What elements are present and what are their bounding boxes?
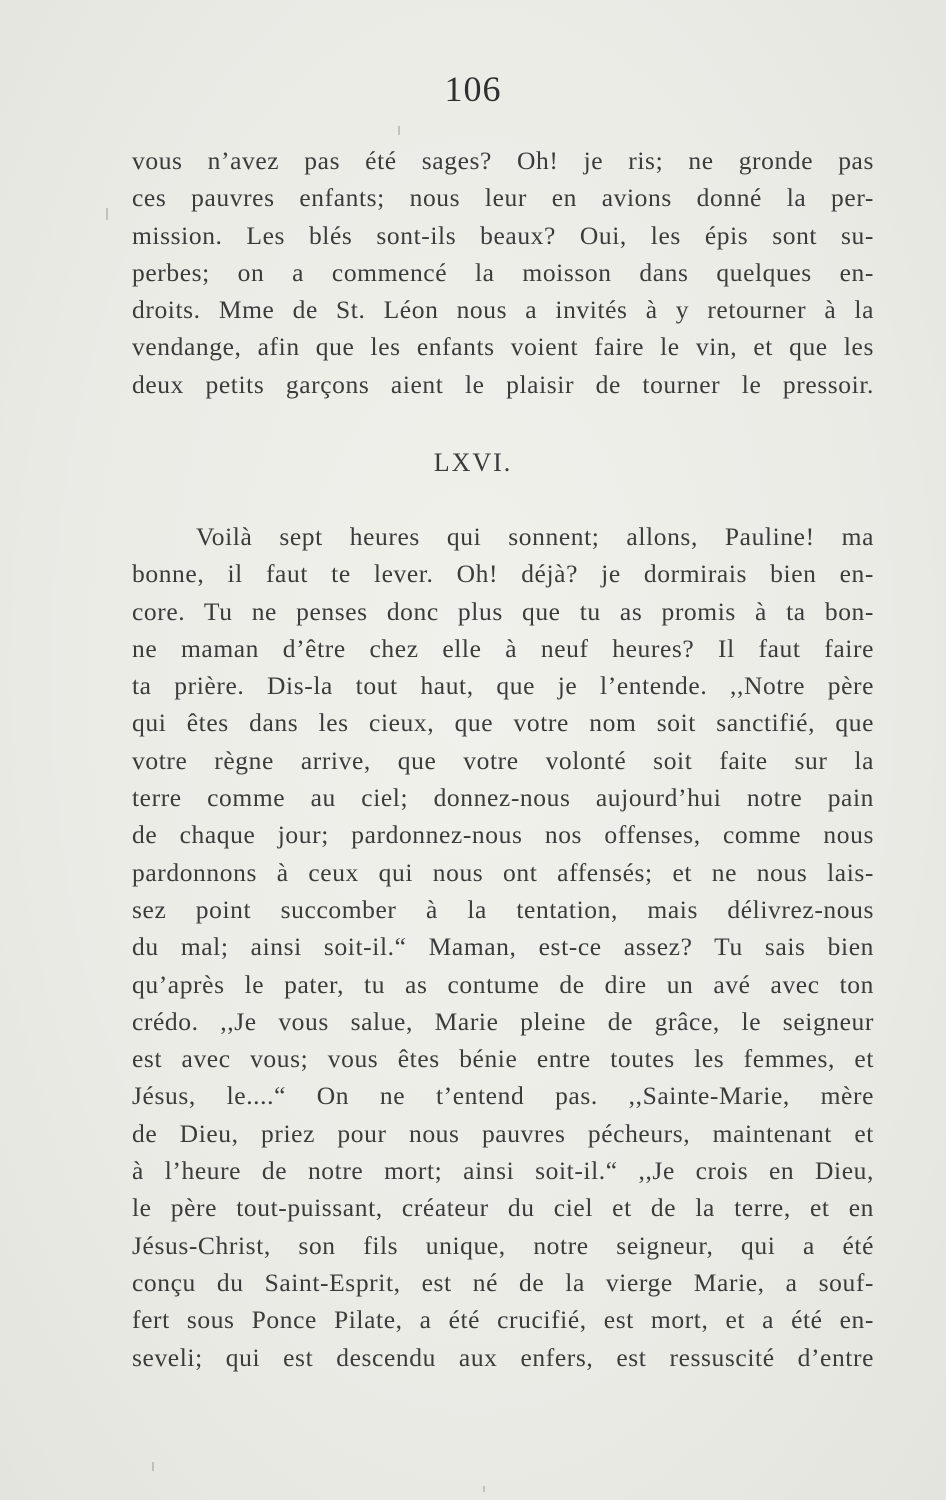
text-line: Jésus, le....“ On ne t’entend pas. ,,Sainte-Marie, mère bbox=[132, 1081, 874, 1111]
text-line: le père tout-puissant, créateur du ciel et de la terre, et en bbox=[132, 1193, 874, 1223]
text-line: deux petits garçons aient le plaisir de tourner le pressoir. bbox=[132, 369, 874, 399]
text-line: à l’heure de notre mort; ainsi soit-il.“ ,,Je crois en Dieu, bbox=[132, 1156, 874, 1186]
text-line: ta prière. Dis-la tout haut, que je l’entende. ,,Notre père bbox=[132, 671, 874, 701]
text-line: de chaque jour; pardonnez-nous nos offenses, comme nous bbox=[132, 820, 874, 850]
text-line: qu’après le pater, tu as contume de dire un avé avec ton bbox=[132, 969, 874, 999]
paragraph-2 bbox=[132, 518, 874, 1376]
text-line: crédo. ,,Je vous salue, Marie pleine de grâce, le seigneur bbox=[132, 1006, 874, 1036]
paper-speck bbox=[152, 1462, 154, 1471]
text-line: perbes; on a commencé la moisson dans quelques en- bbox=[132, 257, 874, 287]
text-line: bonne, il faut te lever. Oh! déjà? je dormirais bien en- bbox=[132, 559, 874, 589]
text-line: votre règne arrive, que votre volonté soit faite sur la bbox=[132, 745, 874, 775]
text-line: Jésus-Christ, son fils unique, notre seigneur, qui a été bbox=[132, 1230, 874, 1260]
text-line: pardonnons à ceux qui nous ont affensés; et ne nous lais- bbox=[132, 857, 874, 887]
text-line: ne maman d’être chez elle à neuf heures? Il faut faire bbox=[132, 633, 874, 663]
text-line: ces pauvres enfants; nous leur en avions donné la per- bbox=[132, 183, 874, 213]
text-line: est avec vous; vous êtes bénie entre toutes les femmes, et bbox=[132, 1044, 874, 1074]
text-line: vous n’avez pas été sages? Oh! je ris; ne gronde pas bbox=[132, 146, 874, 175]
section-heading: LXVI. bbox=[433, 448, 513, 477]
text-line: de Dieu, priez pour nous pauvres pécheurs, maintenant et bbox=[132, 1118, 874, 1148]
text-line: droits. Mme de St. Léon nous a invités à y retourner à la bbox=[132, 295, 874, 325]
text-line: terre comme au ciel; donnez-nous aujourd’hui notre pain bbox=[132, 783, 874, 813]
text-line: qui êtes dans les cieux, que votre nom soit sanctifié, que bbox=[132, 708, 874, 738]
text-line: mission. Les blés sont-ils beaux? Oui, les épis sont su- bbox=[132, 220, 874, 250]
text-line: core. Tu ne penses donc plus que tu as promis à ta bon- bbox=[132, 596, 874, 626]
text-line: seveli; qui est descendu aux enfers, est ressuscité d’entre bbox=[132, 1342, 874, 1372]
paragraph-1 bbox=[132, 142, 874, 403]
text-line: conçu du Saint-Esprit, est né de la vierge Marie, a souf- bbox=[132, 1267, 874, 1297]
paper-speck bbox=[398, 126, 400, 135]
text-line: sez point succomber à la tentation, mais délivrez-nous bbox=[132, 894, 874, 924]
text-line: fert sous Ponce Pilate, a été crucifié, est mort, et a été en- bbox=[132, 1305, 874, 1335]
paper-speck bbox=[483, 1486, 485, 1492]
paper-speck bbox=[106, 208, 108, 220]
text-line: du mal; ainsi soit-il.“ Maman, est-ce assez? Tu sais bien bbox=[132, 932, 874, 962]
text-line: vendange, afin que les enfants voient faire le vin, et que les bbox=[132, 332, 874, 362]
page-number: 106 bbox=[444, 69, 502, 109]
text-line: Voilà sept heures qui sonnent; allons, Pauline! ma bbox=[196, 522, 874, 551]
